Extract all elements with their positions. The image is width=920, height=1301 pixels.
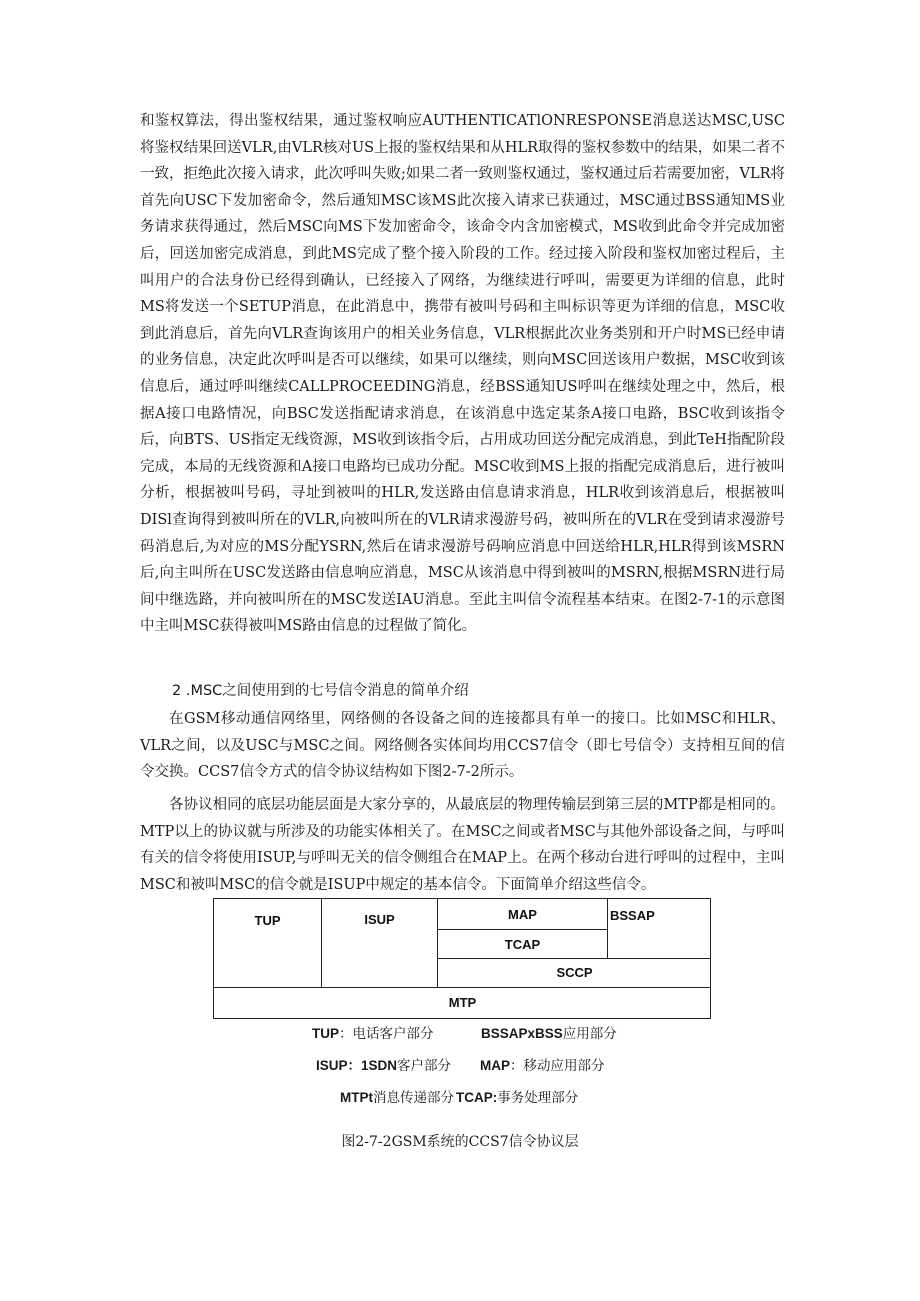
legend-row-2-right <box>480 1054 605 1074</box>
tcap-layer <box>438 930 607 958</box>
legend-term: ISUP：1SDN <box>316 1058 398 1073</box>
isup-layer <box>322 899 437 987</box>
figure-caption: 图2-7-2GSM系统的CCS7信令协议层 <box>341 1134 579 1150</box>
map-label: MAP <box>508 907 537 922</box>
legend-row-1-right <box>481 1022 617 1042</box>
bssap-layer <box>608 899 711 958</box>
legend-row-1-left <box>312 1022 434 1042</box>
tup-label: TUP <box>254 913 281 928</box>
sccp-label: SCCP <box>556 965 593 980</box>
paragraph-auth-flow: 和鉴权算法，得出鉴权结果，通过鉴权响应AUTHENTICATlONRESPONSE消息送达MSC,USC将鉴权结果回送VLR,由VLR核对US上报的鉴权结果和从HLR取得的鉴权参数中的结果，如果二者不一致，拒绝此次接入请求，此次呼叫失败;如果二者一致则鉴权通过，鉴权通过后若需要加密，VLR将首先向USC下发加密命令，然后通知MSC该MS此次接入请求已获通过，MSC通过BSS通知MS业务请求获得通过，然后MSC向MS下发加密命令，该命令内含加密模式，MS收到此命令并完成加密后，回送加密完成消息，到此MS完成了整个接入阶段的工作。经过接入阶段和鉴权加密过程后，主叫用户的合法身份已经得到确认，已经接入了网络，为继续进行呼叫，需要更为详细的信息，此时MS将发送一个SETUP消息，在此消息中，携带有被叫号码和主叫标识等更为详细的信息，MSC收到此消息后，首先向VLR查询该用户的相关业务信息，VLR根据此次业务类别和开户时MS已经申请的业务信息，决定此次呼叫是否可以继续，如果可以继续，则向MSC回送该用户数据，MSC收到该信息后，通过呼叫继续CALLPROCEEDING消息，经BSS通知US呼叫在继续处理之中，然后，根据A接口电路情况，向BSC发送指配请求消息，在该消息中选定某条A接口电路，BSC收到该指令后，向BTS、US指定无线资源，MS收到该指令后，占用成功回送分配完成消息，到此TeH指配阶段完成，本局的无线资源和A接口电路均已成功分配。MSC收到MS上报的指配完成消息后，进行被叫分析，根据被叫号码，寻址到被叫的HLR,发送路由信息请求消息，HLR收到该消息后，根据被叫DISl查询得到被叫所在的VLR,向被叫所在的VLR请求漫游号码，被叫所在的VLR在受到请求漫游号码消息后,为对应的MS分配YSRN,然后在请求漫游号码响应消息中回送给HLR,HLR得到该MSRN后,向主叫所在USC发送路由信息响应消息，MSC从该消息中得到被叫的MSRN,根据MSRN进行局间中继选路，并向被叫所在的MSC发送IAU消息。至此主叫信令流程基本结束。在图2-7-1的示意图中主叫MSC获得被叫MS路由信息的过程做了简化。 <box>140 113 786 635</box>
legend-desc: 消息传递部分 <box>373 1090 454 1106</box>
legend-desc: 应用部分 <box>562 1026 617 1042</box>
mtp-label: MTP <box>448 995 477 1010</box>
ccs7-protocol-diagram <box>213 898 711 1019</box>
paragraph-protocol-layers: 各协议相同的底层功能层面是大家分享的，从最底层的物理传输层到第三层的MTP都是相同的。MTP以上的协议就与所涉及的功能实体相关了。在MSC之间或者MSC与其他外部设备之间，与呼叫有关的信令将使用ISUP,与呼叫无关的信令侧组合在MAP上。在两个移动台进行呼叫的过程中，主叫MSC和被叫MSC的信令就是ISUP中规定的基本信令。下面简单介绍这些信令。 <box>140 797 785 893</box>
legend-desc: ：电话客户部分 <box>339 1026 434 1042</box>
legend-term: TCAP: <box>456 1090 498 1105</box>
legend-row-2-left <box>316 1054 451 1074</box>
paragraph-interfaces: 在GSM移动通信网络里，网络侧的各设备之间的连接都具有单一的接口。比如MSC和HLR、VLR之间，以及USC与MSC之间。网络侧各实体间均用CCS7信令（即七号信令）支持相互间的信令交换。CCS7信令方式的信令协议结构如下图2-7-2所示。 <box>140 711 785 781</box>
legend-term: BSSAPxBSS <box>481 1026 563 1041</box>
legend-term: MAP <box>480 1058 510 1073</box>
legend-term: MTPt <box>340 1090 373 1105</box>
map-layer <box>438 899 607 929</box>
sccp-layer <box>438 959 711 987</box>
bssap-label: BSSAP <box>610 908 655 923</box>
legend-desc: ：移动应用部分 <box>510 1058 605 1074</box>
tcap-label: TCAP <box>504 937 541 952</box>
tup-layer <box>214 899 321 987</box>
legend-term: TUP <box>312 1026 339 1041</box>
legend-desc: 事务处理部分 <box>497 1090 579 1106</box>
isup-label: ISUP <box>364 912 395 927</box>
legend-row-3 <box>340 1086 578 1106</box>
legend-desc: 客户部分 <box>397 1058 452 1074</box>
section-heading: 2 .MSC之间使用到的七号信令消息的简单介绍 <box>172 683 469 699</box>
mtp-layer <box>214 988 711 1019</box>
